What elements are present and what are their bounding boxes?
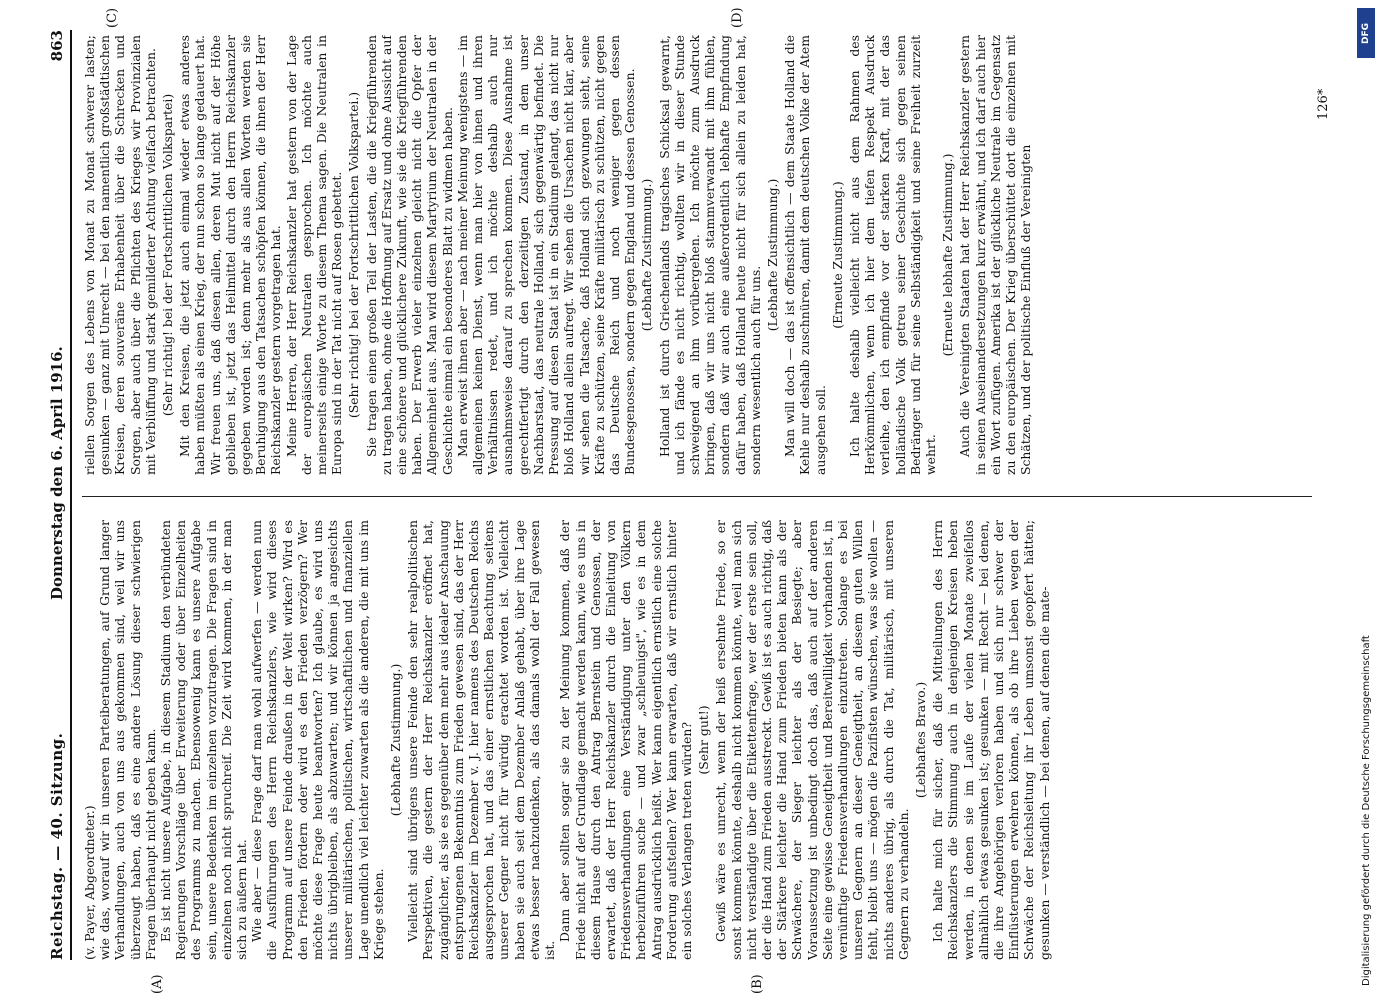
interjection: (Sehr richtig! bei der Fortschrittlichen Volkspartei.): [346, 91, 362, 419]
interjection: (Lebhafte Zustimmung.): [639, 178, 655, 332]
paragraph: Ich halte mich für sicher, daß die Mitteilungen des Herrn Reichskanzlers die Stimmung auch in denjenigen Kreisen heben werden, in denen sie im Laufe der vielen Monate zweifellos allmählich etwas gesunken ist; gesunken — mit Recht — bei denen, die ihre Angehörigen verloren haben und sich nur schwer der Einflüsterungen erwehren können, als ob ihre Lieben wegen der Schwäche der Reichsleitung ihr Leben umsonst geopfert hätten; gesunken — verständlich — bei denen, auf denen die mate-: [930, 520, 1052, 960]
margin-marker-c: (C): [105, 7, 120, 28]
speaker-line: (v. Payer, Abgeordneter.): [82, 805, 97, 960]
header-date: Donnerstag den 6. April 1916.: [48, 346, 66, 600]
paragraph: Auch die Vereinigten Staaten hat der Herr Reichskanzler gestern in seinen Auseinandersetzungen kurz erwähnt, und ich darf auch hier ein Wort zufügen. Amerika ist der glückliche Neutrale im Gegensatz zu den europäischen. Der Krieg überschüttet dort die einzelnen mit Schätzen, und der politische Einfluß der Vereinigten: [957, 35, 1034, 475]
paragraph: wie das, worauf wir in unseren Parteiberatungen, auf Grund langer Verhandlungen, auch von uns aus gekommen sind, weil wir uns überzeugt haben, daß es eine andere Lösung dieser schwierigen Fragen überhaupt nicht geben kann.: [97, 520, 158, 960]
column-divider: [82, 496, 1312, 497]
paragraph: Mit den Kreisen, die jetzt auch einmal wieder etwas anderes haben müßten als einen Krieg, der nun schon so lange gedauert hat. Wir freuen uns, daß diesen allen, deren Mut nicht auf der Höhe geblieben ist, jetzt das Heilmittel durch den Herrn Reichskanzler gegeben worden ist; denn mehr als aus allen Worten werden sie Beruhigung aus den Tatsachen schöpfen können, die ihnen der Herr Reichskanzler gestern vorgetragen hat.: [177, 35, 284, 475]
margin-marker-d: (D): [730, 7, 745, 28]
paragraph: Wie aber — diese Frage darf man wohl aufwerfen — werden nun die Ausführungen des Herrn Reichskanzlers, wie wird dieses Programm auf unsere Feinde draußen in der Welt wirken? Wird es den Frieden fördern oder wird es den Frieden verzögern? Wer möchte diese Frage heute beantworten? Ich glaube, es wird uns nichts übrigbleiben, als abzuwarten; und wir können ja angesichts unserer militärischen, politischen, wirtschaftlichen und finanziellen Lage unendlich viel leichter zuwarten als die anderen, die mit uns im Kriege stehen.: [249, 520, 386, 960]
paragraph: Dann aber sollten sogar sie zu der Meinung kommen, daß der Friede nicht auf der Grundlage gemacht werden kann, wie es uns in diesem Hause durch den Antrag Bernstein und Genossen, der erwartet, daß der Herr Reichskanzler durch die Einleitung von Friedensverhandlungen eine Verständigung unter den Völkern herbeizuführen suche — und zwar „schleunigst", wie es in dem Antrag ausdrücklich heißt. Wer kann eigentlich ernstlich eine solche Forderung aufstellen? Wer kann erwarten, daß wir ernstlich hinter ein solches Verlangen treten würden?: [557, 520, 694, 960]
funding-note: Digitalisierung gefördert durch die Deutsche Forschungsgemeinschaft: [1361, 635, 1372, 986]
page-number: 863: [48, 30, 66, 62]
paragraph: Meine Herren, der Herr Reichskanzler hat gestern von der Lage der europäischen Neutralen gesprochen. Ich möchte auch meinerseits einige Worte zu diesem Thema sagen. Die Neutralen in Europa sind in der Tat nicht auf Rosen gebettet.: [283, 35, 345, 475]
paragraph: Vielleicht sind übrigens unsere Feinde den sehr realpolitischen Perspektiven, die gestern der Herr Reichskanzler eröffnet hat, zugänglicher, als sie es gegenüber dem mehr aus idealer Anschauung entsprungenen Bekenntnis zum Frieden gewesen sind, das der Herr Reichskanzler im Dezember v. J. hier namens des Deutschen Reichs ausgesprochen hat, und das einer ernstlichen Beachtung seitens unserer Gegner nicht für würdig erachtet worden ist. Vielleicht haben sie auch seit dem Dezember Anlaß gehabt, über ihre Lage etwas besser nachzudenken, als das damals wohl der Fall gewesen ist.: [405, 520, 558, 960]
interjection: (Erneute Zustimmung.): [829, 181, 845, 329]
page-header: [40, 30, 72, 960]
paragraph: Ich halte deshalb vielleicht nicht aus dem Rahmen des Herkömmlichen, wenn ich hier dem tiefen Respekt Ausdruck verleihe, den ich empfinde vor der starken Kraft, mit der das holländische Volk getreu seiner Geschichte sich gegen seinen Bedränger und für seine Selbständigkeit und seine Freiheit zurzeit wehrt.: [846, 35, 938, 475]
paragraph: Sie tragen einen großen Teil der Lasten, die die Kriegführenden zu tragen haben, ohne die Hoffnung auf Ersatz und ohne Aussicht auf eine schönere und glücklichere Zukunft, wie sie die Kriegführenden haben. Der Erwerb vieler einzelnen gleicht nicht die Opfer der Allgemeinheit aus. Man wird diesem Martyrium der Neutralen in der Geschichte einmal ein besonderes Blatt zu widmen haben.: [363, 35, 455, 475]
interjection: (Sehr richtig! bei der Fortschrittlichen Volkspartei): [160, 93, 176, 417]
left-column: [82, 520, 1312, 960]
interjection: (Erneute lebhafte Zustimmung.): [940, 153, 956, 357]
margin-marker-a: (A): [150, 974, 165, 994]
right-column: [82, 35, 1312, 475]
dfg-logo: DFG: [1357, 8, 1375, 58]
interjection: (Lebhaftes Bravo.): [912, 681, 928, 799]
paragraph: Holland ist durch Griechenlands tragisches Schicksal gewarnt, und ich fände es nicht richtig, wollten wir in dieser Stunde schweigend an ihm vorübergehen. Ich möchte zum Ausdruck bringen, daß wir uns nicht bloß stammverwandt mit ihm fühlen, sondern daß wir auch eine außerordentlich lebhafte Empfindung dafür haben, daß Holland heute nicht für sich allein zu leiden hat, sondern wesentlich auch für uns.: [656, 35, 763, 475]
paragraph: Gewiß wäre es unrecht, wenn der heiß ersehnte Friede, so er sonst kommen könnte, deshalb nicht kommen könnte, weil man sich nicht verständigte über die Etikettenfrage, wer der erste sein soll, der die Hand zum Frieden ausstreckt. Gewiß ist es auch richtig, daß der Stärkere leichter die Hand zum Frieden bieten kann als der Schwächere, der Sieger leichter als der Besiegte; aber Voraussetzung ist unbedingt doch das, daß auch auf der anderen Seite eine gewisse Geneigtheit und Bereitwilligkeit vorhanden ist, in vernünftige Friedensverhandlungen einzutreten. Solange es bei unseren Gegnern an dieser Geneigtheit, an diesem guten Willen fehlt, bleibt uns — mögen die Pazifisten wünschen, was sie wollen — nichts anderes übrig, als durch die Tat, militärisch, mit unseren Gegnern zu verhandeln.: [713, 520, 911, 960]
interjection: (Sehr gut!): [696, 705, 712, 775]
margin-marker-b: (B): [750, 974, 765, 994]
interjection: (Lebhafte Zustimmung.): [388, 663, 404, 817]
paragraph: Man erweist ihnen aber — nach meiner Meinung wenigstens — im allgemeinen keinen Dienst, wenn man hier von ihnen und ihren Verhältnissen redet, und ich möchte deshalb auch nur ausnahmsweise darauf zu sprechen kommen. Diese Ausnahme ist gerechtfertigt durch den derzeitigen Zustand, in dem unser Nachbarstaat, das neutrale Holland, sich gegenwärtig befindet. Die Pressung auf diesen Staat ist in ein Stadium gelangt, das nicht nur bloß Holland allein aufregt. Wir sehen die Ursachen nicht klar, aber wir sehen die Tatsache, daß Holland sich gezwungen sieht, seine Kräfte zu schützen, seine Kräfte militärisch zu schützen, nicht gegen das Deutsche Reich und noch weniger gegen dessen Bundesgenossen, sondern gegen England und dessen Genossen.: [454, 35, 638, 475]
paragraph: Es ist nicht unsere Aufgabe, in diesem Stadium den verbündeten Regierungen Vorschläge über Erweiterung oder über Einzelheiten des Programms zu machen. Ebensowenig kann es unsere Aufgabe sein, unsere Bedenken im einzelnen vorzutragen. Die Fragen sind in einzelnen noch nicht spruchreif. Die Zeit wird kommen, in der man sich zu äußern hat.: [158, 520, 250, 960]
paragraph: riellen Sorgen des Lebens von Monat zu Monat schwerer lasten; gesunken — ganz mit Unrecht — bei den namentlich großstädtischen Kreisen, deren souveräne Erhabenheit über die Schrecken und Sorgen, aber auch über die Pflichten des Krieges wir Provinzialen mit Verblüffung und stark gemilderter Achtung vielfach betrachten.: [82, 35, 158, 475]
signature-mark: 126*: [1316, 88, 1331, 120]
paragraph: Man will doch — das ist offensichtlich — dem Staate Holland die Kehle nur deshalb zuschnüren, damit dem deutschen Volke der Atem ausgehen soll.: [782, 35, 828, 475]
document-page: [30, 0, 1330, 1000]
interjection: (Lebhafte Zustimmung.): [764, 178, 780, 332]
header-left: Reichstag. — 40. Sitzung.: [48, 732, 66, 960]
